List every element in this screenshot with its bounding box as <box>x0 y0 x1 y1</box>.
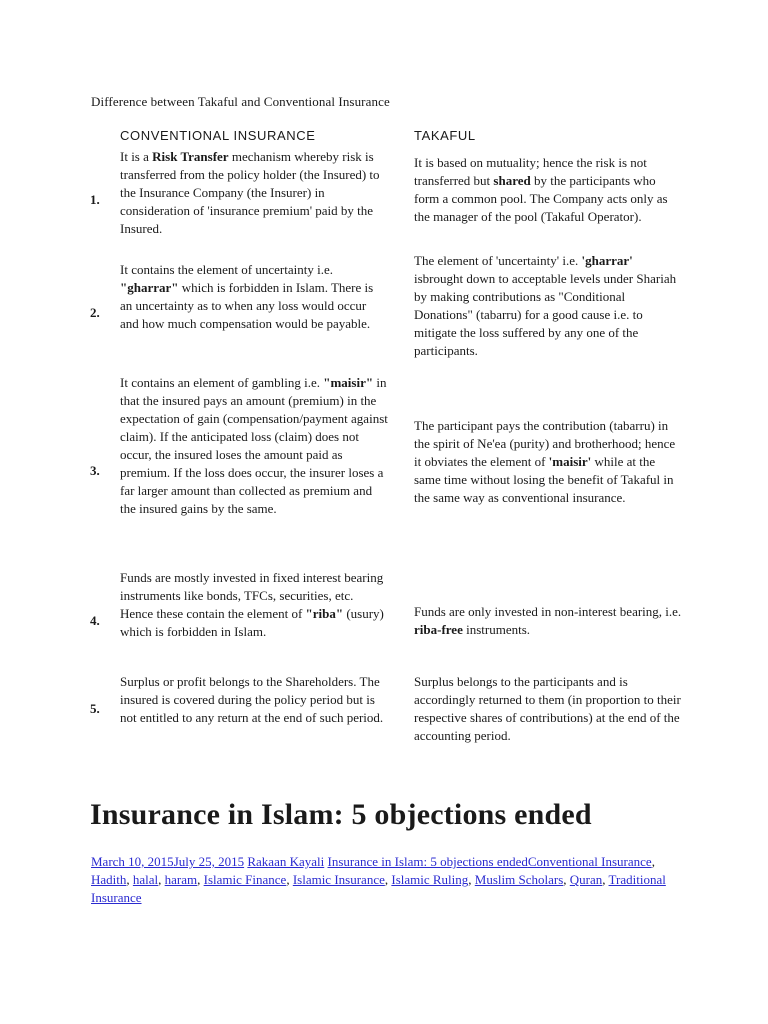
conventional-cell: It contains the element of uncertainty i.e. "gharrar" which is forbidden in Islam. There is an uncertainty as to when any loss would occur and how much compensation would be payable. <box>120 262 374 331</box>
tag-link[interactable]: Islamic Insurance <box>292 872 385 887</box>
published-date-link[interactable]: March 10, 2015 <box>91 854 174 869</box>
tag-separator: , <box>563 872 570 887</box>
tag-link[interactable]: Islamic Ruling <box>391 872 469 887</box>
tag-link[interactable]: halal <box>132 872 159 887</box>
tag-link[interactable]: Hadith <box>91 872 127 887</box>
takaful-cell: It is based on mutuality; hence the risk is not transferred but shared by the participants who form a common pool. The Company acts only as the manager of the pool (Takaful Operator). <box>414 155 668 224</box>
row-number: 4. <box>90 613 100 628</box>
takaful-cell: The element of 'uncertainty' i.e. 'gharrar' isbrought down to acceptable levels under Shariah by making contributions as "Conditional Donations" (tabarru) for a good cause i.e. to mitigate the loss suffered by any one of the participants. <box>414 253 677 358</box>
tag-separator: , <box>158 872 165 887</box>
tag-separator: , <box>602 872 609 887</box>
tag-separator: , <box>384 872 392 887</box>
row-number: 2. <box>90 305 100 320</box>
row-number: 3. <box>90 463 100 478</box>
document-title: Difference between Takaful and Conventional Insurance <box>91 94 390 109</box>
takaful-cell: Funds are only invested in non-interest bearing, i.e. riba-free instruments. <box>414 604 682 637</box>
tag-separator: , <box>468 872 475 887</box>
tag-link[interactable]: Quran <box>569 872 603 887</box>
takaful-cell: The participant pays the contribution (tabarru) in the spirit of Ne'ea (purity) and brotherhood; hence it obviates the element of 'maisir' while at the same time without losing the benefit of Takaful in the same way as conventional insurance. <box>414 418 676 505</box>
tag-separator: , <box>197 872 204 887</box>
tag-link[interactable]: Traditional Insurance <box>91 872 666 905</box>
tag-link[interactable]: Muslim Scholars <box>474 872 564 887</box>
row-number: 5. <box>90 701 100 716</box>
row-number: 1. <box>90 192 100 207</box>
updated-date-link[interactable]: July 25, 2015 <box>173 854 245 869</box>
takaful-cell: Surplus belongs to the participants and is accordingly returned to them (in proportion to their respective shares of contributions) at the end of the accounting period. <box>414 674 681 743</box>
author-link[interactable]: Rakaan Kayali <box>247 854 325 869</box>
tag-separator: , <box>651 854 655 869</box>
category-link[interactable]: Insurance in Islam: 5 objections ended <box>327 854 528 869</box>
article-headline: Insurance in Islam: 5 objections ended <box>90 798 592 831</box>
tag-link[interactable]: Conventional Insurance <box>527 854 652 869</box>
article-meta <box>91 853 691 907</box>
tag-link[interactable]: Islamic Finance <box>203 872 287 887</box>
conventional-cell: It contains an element of gambling i.e. "maisir" in that the insured pays an amount (premium) in the expectation of gain (compensation/payment against claim). If the anticipated loss (claim) does not occur, the insured loses the amount paid as premium. If the loss does occur, the insurer loses a far larger amount than collected as premium and the insured gains by the same. <box>120 375 388 516</box>
header-conventional: CONVENTIONAL INSURANCE <box>120 128 316 143</box>
tag-separator: , <box>126 872 133 887</box>
conventional-cell: Funds are mostly invested in fixed interest bearing instruments like bonds, TFCs, securities, etc. Hence these contain the element of "riba" (usury) which is forbidden in Islam. <box>120 570 384 639</box>
tag-link[interactable]: haram <box>164 872 198 887</box>
conventional-cell: Surplus or profit belongs to the Shareholders. The insured is covered during the policy period but is not entitled to any return at the end of such period. <box>120 674 384 725</box>
header-takaful: TAKAFUL <box>414 128 476 143</box>
tag-separator: , <box>286 872 293 887</box>
conventional-cell: It is a Risk Transfer mechanism whereby risk is transferred from the policy holder (the Insured) to the Insurance Company (the Insurer) in consideration of 'insurance premium' paid by the Insured. <box>120 149 380 236</box>
